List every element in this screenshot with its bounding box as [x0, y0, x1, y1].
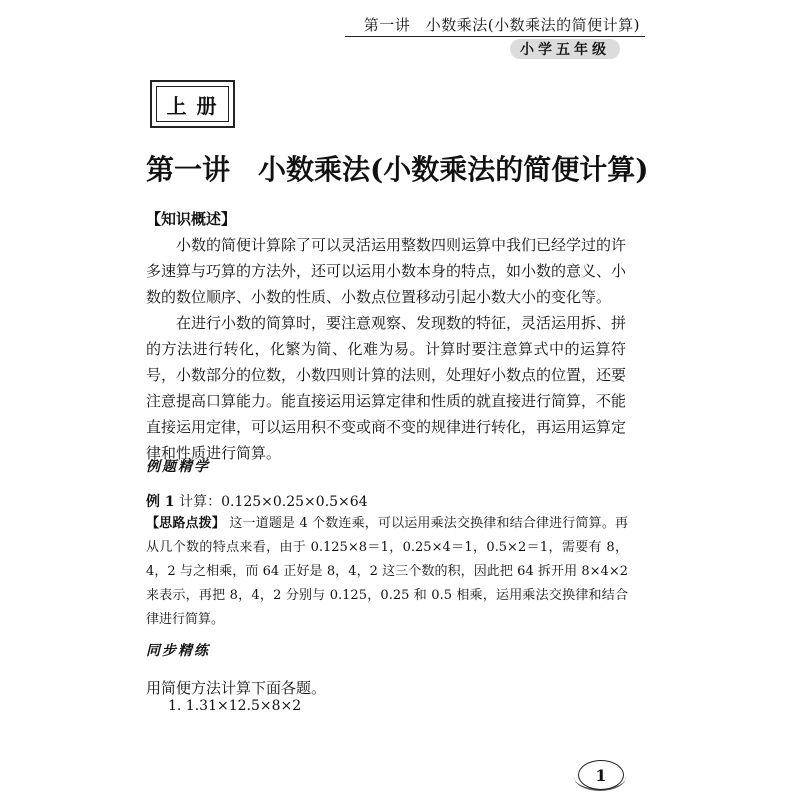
practice-heading: 同步精练 [146, 643, 210, 659]
example-1-text: 计算：0.125×0.25×0.5×64 [179, 494, 368, 510]
page-number-text: 1 [595, 765, 607, 785]
page-number [578, 760, 624, 790]
hint-paragraph [146, 512, 628, 632]
running-header-title: 第一讲 小数乘法(小数乘法的简便计算) [363, 16, 640, 34]
hint-tag: 【思路点拨】 [146, 516, 226, 531]
overview-paragraph-1: 小数的简便计算除了可以灵活运用整数四则运算中我们已经学过的许多速算与巧算的方法外，还可以运用小数本身的特点，如小数的意义、小数的数位顺序、小数的性质、小数点位置移动引起小数大小的变化等。 [146, 236, 627, 306]
example-1 [146, 491, 368, 511]
practice-item-1: 1. 1.31×12.5×8×2 [168, 698, 302, 714]
practice-instruction: 用简便方法计算下面各题。 [146, 679, 327, 697]
example-1-tag: 例 1 [146, 494, 175, 510]
volume-box [150, 80, 235, 128]
overview-heading: 【知识概述】 [146, 210, 237, 228]
grade-label-text: 小学五年级 [520, 42, 610, 58]
examples-heading: 例题精学 [146, 459, 210, 475]
volume-label: 上册 [166, 93, 227, 118]
grade-label [510, 37, 620, 61]
hint-text: 这一道题是 4 个数连乘，可以运用乘法交换律和结合律进行简算。再从几个数的特点来看，由于 0.125×8＝1，0.25×4＝1，0.5×2＝1，需要有 8，4，2 与之相乘，而 64 正好是 8，4，2 这三个数的积，因此把 64 拆开用 8×4×2 来表示，再把 8，4，2 分别与 0.125，0.25 和 0.5 相乘，运用乘法交换律和结合律进行简算。 [146, 516, 628, 627]
overview-paragraph-2: 在进行小数的简算时，要注意观察、发现数的特征，灵活运用拆、拼的方法进行转化，化繁为简、化难为易。计算时要注意算式中的运算符号，小数部分的位数，小数四则计算的法则，处理好小数点的位置，还要注意提高口算能力。能直接运用运算定律和性质的就直接进行简算，不能直接运用定律，可以运用积不变或商不变的规律进行转化，再运用运算定律和性质进行简算。 [146, 314, 627, 462]
chapter-title: 第一讲 小数乘法(小数乘法的简便计算) [146, 153, 649, 186]
